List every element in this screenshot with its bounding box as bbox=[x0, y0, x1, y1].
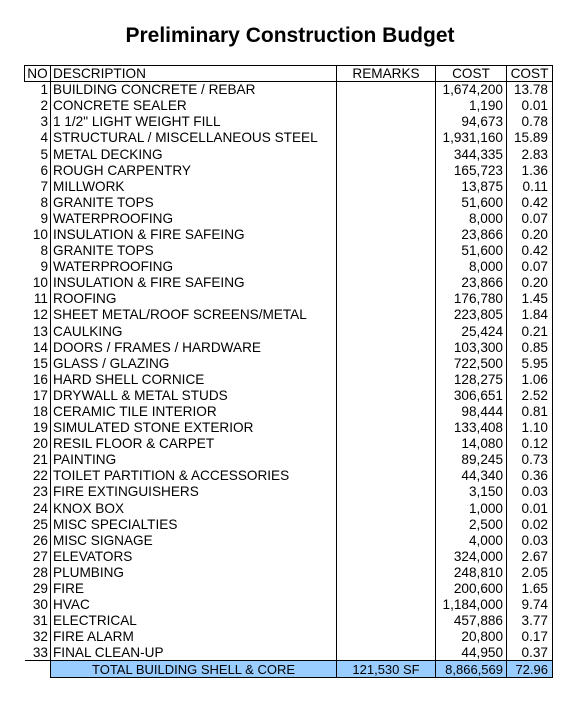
row-description: ELECTRICAL bbox=[51, 613, 337, 629]
row-cost-percent: 2.83 bbox=[507, 146, 553, 162]
table-row bbox=[25, 516, 553, 532]
row-number: 8 bbox=[25, 194, 51, 210]
row-remarks bbox=[337, 130, 436, 146]
row-cost: 98,444 bbox=[436, 403, 507, 419]
row-cost-percent: 0.37 bbox=[507, 645, 553, 661]
row-cost-percent: 2.05 bbox=[507, 564, 553, 580]
row-number: 5 bbox=[25, 146, 51, 162]
row-remarks bbox=[337, 194, 436, 210]
row-number: 32 bbox=[25, 629, 51, 645]
row-remarks bbox=[337, 597, 436, 613]
row-number: 30 bbox=[25, 597, 51, 613]
table-row bbox=[25, 307, 553, 323]
row-cost-percent: 0.85 bbox=[507, 339, 553, 355]
row-description: KNOX BOX bbox=[51, 500, 337, 516]
row-cost-percent: 0.07 bbox=[507, 210, 553, 226]
row-description: PAINTING bbox=[51, 452, 337, 468]
row-cost-percent: 0.01 bbox=[507, 98, 553, 114]
row-description: MISC SPECIALTIES bbox=[51, 516, 337, 532]
row-description: FIRE bbox=[51, 581, 337, 597]
total-blank-cell bbox=[25, 661, 51, 677]
row-remarks bbox=[337, 500, 436, 516]
row-cost-percent: 9.74 bbox=[507, 597, 553, 613]
row-cost: 4,000 bbox=[436, 532, 507, 548]
row-remarks bbox=[337, 210, 436, 226]
row-cost: 133,408 bbox=[436, 420, 507, 436]
table-row bbox=[25, 629, 553, 645]
row-cost-percent: 0.42 bbox=[507, 243, 553, 259]
row-description: SHEET METAL/ROOF SCREENS/METAL bbox=[51, 307, 337, 323]
table-row bbox=[25, 275, 553, 291]
row-remarks bbox=[337, 291, 436, 307]
row-number: 26 bbox=[25, 532, 51, 548]
table-row bbox=[25, 452, 553, 468]
row-remarks bbox=[337, 82, 436, 98]
table-row bbox=[25, 548, 553, 564]
row-remarks bbox=[337, 629, 436, 645]
row-cost-percent: 0.11 bbox=[507, 178, 553, 194]
row-number: 29 bbox=[25, 581, 51, 597]
row-remarks bbox=[337, 275, 436, 291]
table-row bbox=[25, 146, 553, 162]
row-cost: 344,335 bbox=[436, 146, 507, 162]
table-row bbox=[25, 581, 553, 597]
row-cost-percent: 0.78 bbox=[507, 114, 553, 130]
table-row bbox=[25, 243, 553, 259]
row-number: 9 bbox=[25, 259, 51, 275]
row-cost: 1,190 bbox=[436, 98, 507, 114]
header-row bbox=[25, 66, 553, 82]
row-remarks bbox=[337, 420, 436, 436]
row-description: PLUMBING bbox=[51, 564, 337, 580]
row-description: BUILDING CONCRETE / REBAR bbox=[51, 82, 337, 98]
row-number: 12 bbox=[25, 307, 51, 323]
row-description: 1 1/2" LIGHT WEIGHT FILL bbox=[51, 114, 337, 130]
table-row bbox=[25, 210, 553, 226]
row-remarks bbox=[337, 114, 436, 130]
row-cost-percent: 1.10 bbox=[507, 420, 553, 436]
row-cost-percent: 0.20 bbox=[507, 226, 553, 242]
row-cost-percent: 2.67 bbox=[507, 548, 553, 564]
table-row bbox=[25, 564, 553, 580]
table-row bbox=[25, 613, 553, 629]
row-remarks bbox=[337, 307, 436, 323]
row-cost: 25,424 bbox=[436, 323, 507, 339]
row-description: INSULATION & FIRE SAFEING bbox=[51, 275, 337, 291]
row-number: 7 bbox=[25, 178, 51, 194]
page-title: Preliminary Construction Budget bbox=[125, 24, 455, 47]
row-cost: 223,805 bbox=[436, 307, 507, 323]
total-cost-percent: 72.96 bbox=[507, 661, 553, 677]
row-cost-percent: 0.03 bbox=[507, 484, 553, 500]
row-number: 6 bbox=[25, 162, 51, 178]
row-number: 11 bbox=[25, 291, 51, 307]
row-cost: 94,673 bbox=[436, 114, 507, 130]
row-number: 17 bbox=[25, 387, 51, 403]
row-remarks bbox=[337, 259, 436, 275]
row-cost-percent: 1.36 bbox=[507, 162, 553, 178]
table-row bbox=[25, 645, 553, 661]
row-description: CONCRETE SEALER bbox=[51, 98, 337, 114]
total-remarks: 121,530 SF bbox=[337, 661, 436, 677]
row-remarks bbox=[337, 548, 436, 564]
row-number: 23 bbox=[25, 484, 51, 500]
row-remarks bbox=[337, 452, 436, 468]
row-number: 9 bbox=[25, 210, 51, 226]
row-remarks bbox=[337, 468, 436, 484]
row-remarks bbox=[337, 532, 436, 548]
row-description: METAL DECKING bbox=[51, 146, 337, 162]
row-cost-percent: 13.78 bbox=[507, 82, 553, 98]
table-row bbox=[25, 532, 553, 548]
table-row bbox=[25, 194, 553, 210]
row-number: 24 bbox=[25, 500, 51, 516]
table-row bbox=[25, 436, 553, 452]
row-cost-percent: 0.07 bbox=[507, 259, 553, 275]
row-cost: 165,723 bbox=[436, 162, 507, 178]
budget-table bbox=[24, 65, 553, 678]
row-description: TOILET PARTITION & ACCESSORIES bbox=[51, 468, 337, 484]
table-row bbox=[25, 82, 553, 98]
row-remarks bbox=[337, 516, 436, 532]
row-cost: 13,875 bbox=[436, 178, 507, 194]
row-remarks bbox=[337, 355, 436, 371]
row-number: 21 bbox=[25, 452, 51, 468]
row-number: 16 bbox=[25, 371, 51, 387]
row-number: 18 bbox=[25, 403, 51, 419]
table-row bbox=[25, 597, 553, 613]
table-row bbox=[25, 130, 553, 146]
column-header-cost: COST bbox=[436, 66, 507, 82]
table-row bbox=[25, 339, 553, 355]
row-description: INSULATION & FIRE SAFEING bbox=[51, 226, 337, 242]
row-description: CAULKING bbox=[51, 323, 337, 339]
row-cost: 248,810 bbox=[436, 564, 507, 580]
row-cost: 89,245 bbox=[436, 452, 507, 468]
row-cost: 1,184,000 bbox=[436, 597, 507, 613]
total-label: TOTAL BUILDING SHELL & CORE bbox=[51, 661, 337, 677]
row-description: DOORS / FRAMES / HARDWARE bbox=[51, 339, 337, 355]
row-remarks bbox=[337, 581, 436, 597]
row-cost: 306,651 bbox=[436, 387, 507, 403]
table-row bbox=[25, 484, 553, 500]
row-number: 8 bbox=[25, 243, 51, 259]
table-row bbox=[25, 403, 553, 419]
table-row bbox=[25, 114, 553, 130]
row-number: 22 bbox=[25, 468, 51, 484]
row-cost: 23,866 bbox=[436, 226, 507, 242]
row-cost: 1,931,160 bbox=[436, 130, 507, 146]
row-cost-percent: 0.01 bbox=[507, 500, 553, 516]
row-cost: 8,000 bbox=[436, 210, 507, 226]
row-number: 3 bbox=[25, 114, 51, 130]
row-description: FIRE EXTINGUISHERS bbox=[51, 484, 337, 500]
row-cost-percent: 0.17 bbox=[507, 629, 553, 645]
row-cost-percent: 1.65 bbox=[507, 581, 553, 597]
row-remarks bbox=[337, 371, 436, 387]
row-remarks bbox=[337, 339, 436, 355]
total-row bbox=[25, 661, 553, 677]
row-description: FIRE ALARM bbox=[51, 629, 337, 645]
row-remarks bbox=[337, 98, 436, 114]
row-description: GRANITE TOPS bbox=[51, 243, 337, 259]
row-cost-percent: 15.89 bbox=[507, 130, 553, 146]
row-cost: 103,300 bbox=[436, 339, 507, 355]
row-description: DRYWALL & METAL STUDS bbox=[51, 387, 337, 403]
table-row bbox=[25, 355, 553, 371]
row-description: WATERPROOFING bbox=[51, 210, 337, 226]
row-description: CERAMIC TILE INTERIOR bbox=[51, 403, 337, 419]
table-row bbox=[25, 291, 553, 307]
row-number: 19 bbox=[25, 420, 51, 436]
row-cost-percent: 0.81 bbox=[507, 403, 553, 419]
total-cost: 8,866,569 bbox=[436, 661, 507, 677]
row-remarks bbox=[337, 162, 436, 178]
row-number: 27 bbox=[25, 548, 51, 564]
row-number: 33 bbox=[25, 645, 51, 661]
row-remarks bbox=[337, 226, 436, 242]
row-cost: 8,000 bbox=[436, 259, 507, 275]
row-description: ELEVATORS bbox=[51, 548, 337, 564]
row-cost: 457,886 bbox=[436, 613, 507, 629]
row-number: 10 bbox=[25, 226, 51, 242]
row-cost-percent: 1.84 bbox=[507, 307, 553, 323]
row-number: 10 bbox=[25, 275, 51, 291]
row-number: 20 bbox=[25, 436, 51, 452]
row-description: ROOFING bbox=[51, 291, 337, 307]
row-number: 25 bbox=[25, 516, 51, 532]
row-cost: 1,674,200 bbox=[436, 82, 507, 98]
row-description: MILLWORK bbox=[51, 178, 337, 194]
row-cost: 44,340 bbox=[436, 468, 507, 484]
row-number: 4 bbox=[25, 130, 51, 146]
row-cost: 176,780 bbox=[436, 291, 507, 307]
row-cost: 1,000 bbox=[436, 500, 507, 516]
table-row bbox=[25, 500, 553, 516]
row-cost-percent: 0.02 bbox=[507, 516, 553, 532]
row-cost: 51,600 bbox=[436, 243, 507, 259]
row-cost-percent: 5.95 bbox=[507, 355, 553, 371]
row-remarks bbox=[337, 436, 436, 452]
row-description: GLASS / GLAZING bbox=[51, 355, 337, 371]
row-remarks bbox=[337, 146, 436, 162]
column-header-remarks: REMARKS bbox=[337, 66, 436, 82]
table-row bbox=[25, 226, 553, 242]
row-cost: 23,866 bbox=[436, 275, 507, 291]
table-row bbox=[25, 162, 553, 178]
row-description: HVAC bbox=[51, 597, 337, 613]
table-row bbox=[25, 323, 553, 339]
table-row bbox=[25, 259, 553, 275]
row-description: GRANITE TOPS bbox=[51, 194, 337, 210]
row-cost-percent: 0.42 bbox=[507, 194, 553, 210]
row-cost: 722,500 bbox=[436, 355, 507, 371]
row-cost-percent: 0.73 bbox=[507, 452, 553, 468]
row-description: RESIL FLOOR & CARPET bbox=[51, 436, 337, 452]
row-cost-percent: 1.45 bbox=[507, 291, 553, 307]
row-remarks bbox=[337, 387, 436, 403]
row-cost-percent: 0.03 bbox=[507, 532, 553, 548]
row-cost: 51,600 bbox=[436, 194, 507, 210]
row-cost-percent: 0.36 bbox=[507, 468, 553, 484]
row-number: 31 bbox=[25, 613, 51, 629]
column-header-description: DESCRIPTION bbox=[51, 66, 337, 82]
row-remarks bbox=[337, 323, 436, 339]
row-description: MISC SIGNAGE bbox=[51, 532, 337, 548]
row-cost: 200,600 bbox=[436, 581, 507, 597]
row-cost-percent: 0.21 bbox=[507, 323, 553, 339]
row-description: HARD SHELL CORNICE bbox=[51, 371, 337, 387]
row-description: FINAL CLEAN-UP bbox=[51, 645, 337, 661]
row-cost: 2,500 bbox=[436, 516, 507, 532]
table-row bbox=[25, 371, 553, 387]
row-cost: 14,080 bbox=[436, 436, 507, 452]
row-cost-percent: 0.12 bbox=[507, 436, 553, 452]
row-cost-percent: 2.52 bbox=[507, 387, 553, 403]
row-description: WATERPROOFING bbox=[51, 259, 337, 275]
row-description: SIMULATED STONE EXTERIOR bbox=[51, 420, 337, 436]
table-row bbox=[25, 420, 553, 436]
row-remarks bbox=[337, 178, 436, 194]
table-row bbox=[25, 178, 553, 194]
table-row bbox=[25, 98, 553, 114]
row-remarks bbox=[337, 484, 436, 500]
row-number: 13 bbox=[25, 323, 51, 339]
column-header-no: NO bbox=[25, 66, 51, 82]
row-number: 1 bbox=[25, 82, 51, 98]
row-description: ROUGH CARPENTRY bbox=[51, 162, 337, 178]
row-remarks bbox=[337, 243, 436, 259]
row-cost: 20,800 bbox=[436, 629, 507, 645]
row-cost: 128,275 bbox=[436, 371, 507, 387]
row-cost: 44,950 bbox=[436, 645, 507, 661]
row-number: 14 bbox=[25, 339, 51, 355]
row-cost: 3,150 bbox=[436, 484, 507, 500]
table-body bbox=[25, 82, 553, 661]
row-remarks bbox=[337, 564, 436, 580]
row-number: 28 bbox=[25, 564, 51, 580]
row-remarks bbox=[337, 645, 436, 661]
table-row bbox=[25, 468, 553, 484]
row-remarks bbox=[337, 403, 436, 419]
row-cost: 324,000 bbox=[436, 548, 507, 564]
column-header-cost-percent: COST bbox=[507, 66, 553, 82]
row-cost-percent: 1.06 bbox=[507, 371, 553, 387]
row-cost-percent: 0.20 bbox=[507, 275, 553, 291]
row-remarks bbox=[337, 613, 436, 629]
row-number: 2 bbox=[25, 98, 51, 114]
row-cost-percent: 3.77 bbox=[507, 613, 553, 629]
row-description: STRUCTURAL / MISCELLANEOUS STEEL bbox=[51, 130, 337, 146]
table-row bbox=[25, 387, 553, 403]
row-number: 15 bbox=[25, 355, 51, 371]
